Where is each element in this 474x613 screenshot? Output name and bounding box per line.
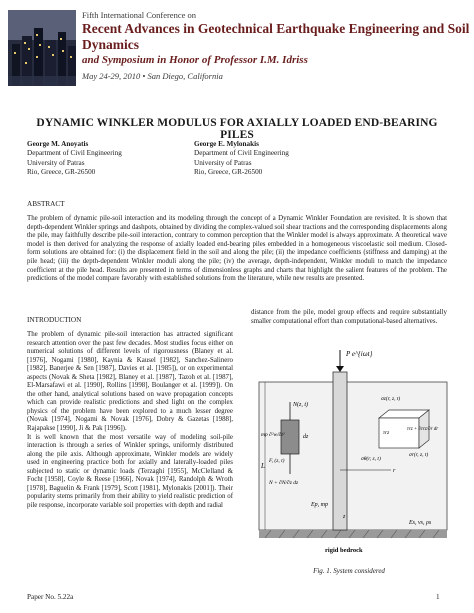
author-city: Rio, Greece, GR-26500 — [194, 168, 263, 177]
load-arrowhead — [336, 366, 344, 372]
banner-text — [82, 10, 472, 82]
axial-force-label: N(z, t) — [293, 402, 308, 408]
dz-label: dz — [303, 434, 309, 440]
conference-title: Recent Advances in Geotechnical Earthquake Engineering and Soil Dynamics — [82, 21, 470, 52]
system-figure — [251, 342, 451, 554]
intro-paragraph-2: It is well known that the most versatile way of modeling soil-pile interaction is through a series of Winkler springs, uniformly distributed along the pile axis. Although approximate, Winkler models are widely used in engineering practice both for axially and laterally-loaded piles subjected to static or dynamic loads (Terzaghi [1955], McClelland & Focht [1958], Coyle & Reese [1966], Novak [1974], Randolph & Wroth [1978], Baguelin & Frank [1979], Scott [1981], Mylonakis [2001]). Their popularity stems primarily from their ability to yield realistic prediction of pile response, incorporate variable soil properties with depth and radial — [27, 433, 233, 509]
author-block-1 — [27, 140, 122, 178]
author-dept: Department of Civil Engineering — [194, 149, 289, 158]
page-number: 1 — [436, 593, 440, 601]
tau-rz-label: τrz — [383, 430, 390, 436]
banner-photo — [8, 10, 76, 86]
author-dept: Department of Civil Engineering — [27, 149, 122, 158]
length-label: L — [261, 462, 265, 470]
author-block-2 — [194, 140, 289, 178]
introduction-heading: INTRODUCTION — [27, 316, 82, 324]
conference-subtitle: Fifth International Conference on — [82, 10, 197, 20]
load-label: P e^{iωt} — [346, 350, 373, 358]
pile-shaft — [333, 372, 347, 530]
author-city: Rio, Greece, GR-26500 — [27, 168, 96, 177]
abstract-heading: ABSTRACT — [27, 200, 65, 208]
pile-soil-diagram — [251, 342, 451, 562]
skyline-image — [8, 10, 76, 86]
abstract-body: The problem of dynamic pile-soil interaction and its modeling through the concept of a Dynamic Winkler Foundation are revisited. It is shown that depth-dependent Winkler springs and dashpots, obtained by dividing the complex-valued soil shear tractions and the corresponding displacements along the pile, may faithfully describe pile-soil interaction, contrary to common perception that the Winkler model is always approximate. A theoretical wave model is then derived for analyzing the response of axially loaded end-bearing piles embedded in a homogeneous viscoelastic soil medium. Closed-form solutions are obtained for: (i) the displacement field in the soil and along the pile; (ii) the impedance coefficients (stiffness and damping) at the pile head; (iii) the depth-dependent Winkler moduli along the pile; (iv) the average, depth-independent, Winkler moduli to match the impedance coefficient at the pile head. Results are presented in terms of dimensionless graphs and charts that highlight the salient features of the problem. The predictions of the model compare favorably with established solutions from the literature, while new results are presented. — [27, 215, 447, 283]
sigma-theta-label: σθ(r, z, t) — [361, 456, 381, 462]
bedrock-label: rigid bedrock — [325, 547, 363, 554]
z-axis-label: z — [343, 514, 346, 520]
author-univ: University of Patras — [27, 158, 85, 167]
force-label: F, (z, t) — [269, 458, 285, 464]
paper-number: Paper No. 5.22a — [27, 593, 74, 601]
conference-banner — [0, 0, 474, 92]
conference-dates: May 24-29, 2010 • San Diego, California — [82, 71, 223, 81]
symposium-title: and Symposium in Honor of Professor I.M. Idriss — [82, 54, 308, 66]
figure-caption: Fig. 1. System considered — [313, 567, 385, 575]
author-name: George E. Mylonakis — [194, 140, 259, 148]
inertia-label: mp ∂²w/∂t² — [261, 432, 285, 438]
lower-force-label: N + ∂N/∂z dz — [269, 480, 299, 486]
paper-title: DYNAMIC WINKLER MODULUS FOR AXIALLY LOADED END-BEARING PILES — [36, 117, 438, 141]
sigma-z-label: σz(r, z, t) — [381, 396, 401, 402]
tau-rz-dr-label: τrz + ∂τrz/∂r dr — [407, 427, 439, 432]
introduction-right-column: distance from the pile, model group effects and require substantially smaller computational effort than computational-based alternatives. — [251, 309, 447, 325]
sigma-r-label: σr(r, z, t) — [409, 452, 429, 458]
introduction-left-column — [27, 331, 233, 510]
bedrock-layer — [259, 530, 447, 538]
author-univ: University of Patras — [194, 158, 252, 167]
soil-props-label: Es, vs, ρs — [409, 520, 432, 526]
intro-paragraph-1: The problem of dynamic pile-soil interaction has attracted significant research attention over the past few decades. Most studies focus either on numerical solutions of different levels of rigorousness (Blaney et al. [1976], Nogami [1980], Kaynia & Kausel [1982], Sanchez-Salinero [1982], Banerjee & Sen [1987], Davies et al. [1985]), or on experimental aspects (Novak & Sheta [1982], Blaney et al. [1987], Tazoh et al. [1987], El-Marsafawi et al. [1990], Rollins [1998], Boulanger et al. [1999]). On the other hand, analytical solutions based on wave propagation concepts which can provide realistic predictions and shed light on the complex physics of the problem have been explored to a much lesser degree (Novak [1974], Nogami & Novak [1976], Dobry & Gazetas [1988], Rajapakse [1990], Ji & Pak [1996]). — [27, 331, 233, 433]
pile-props-label: Ep, mp — [311, 502, 328, 508]
author-name: George M. Anoyatis — [27, 140, 89, 148]
r-axis-label: r — [393, 468, 396, 474]
